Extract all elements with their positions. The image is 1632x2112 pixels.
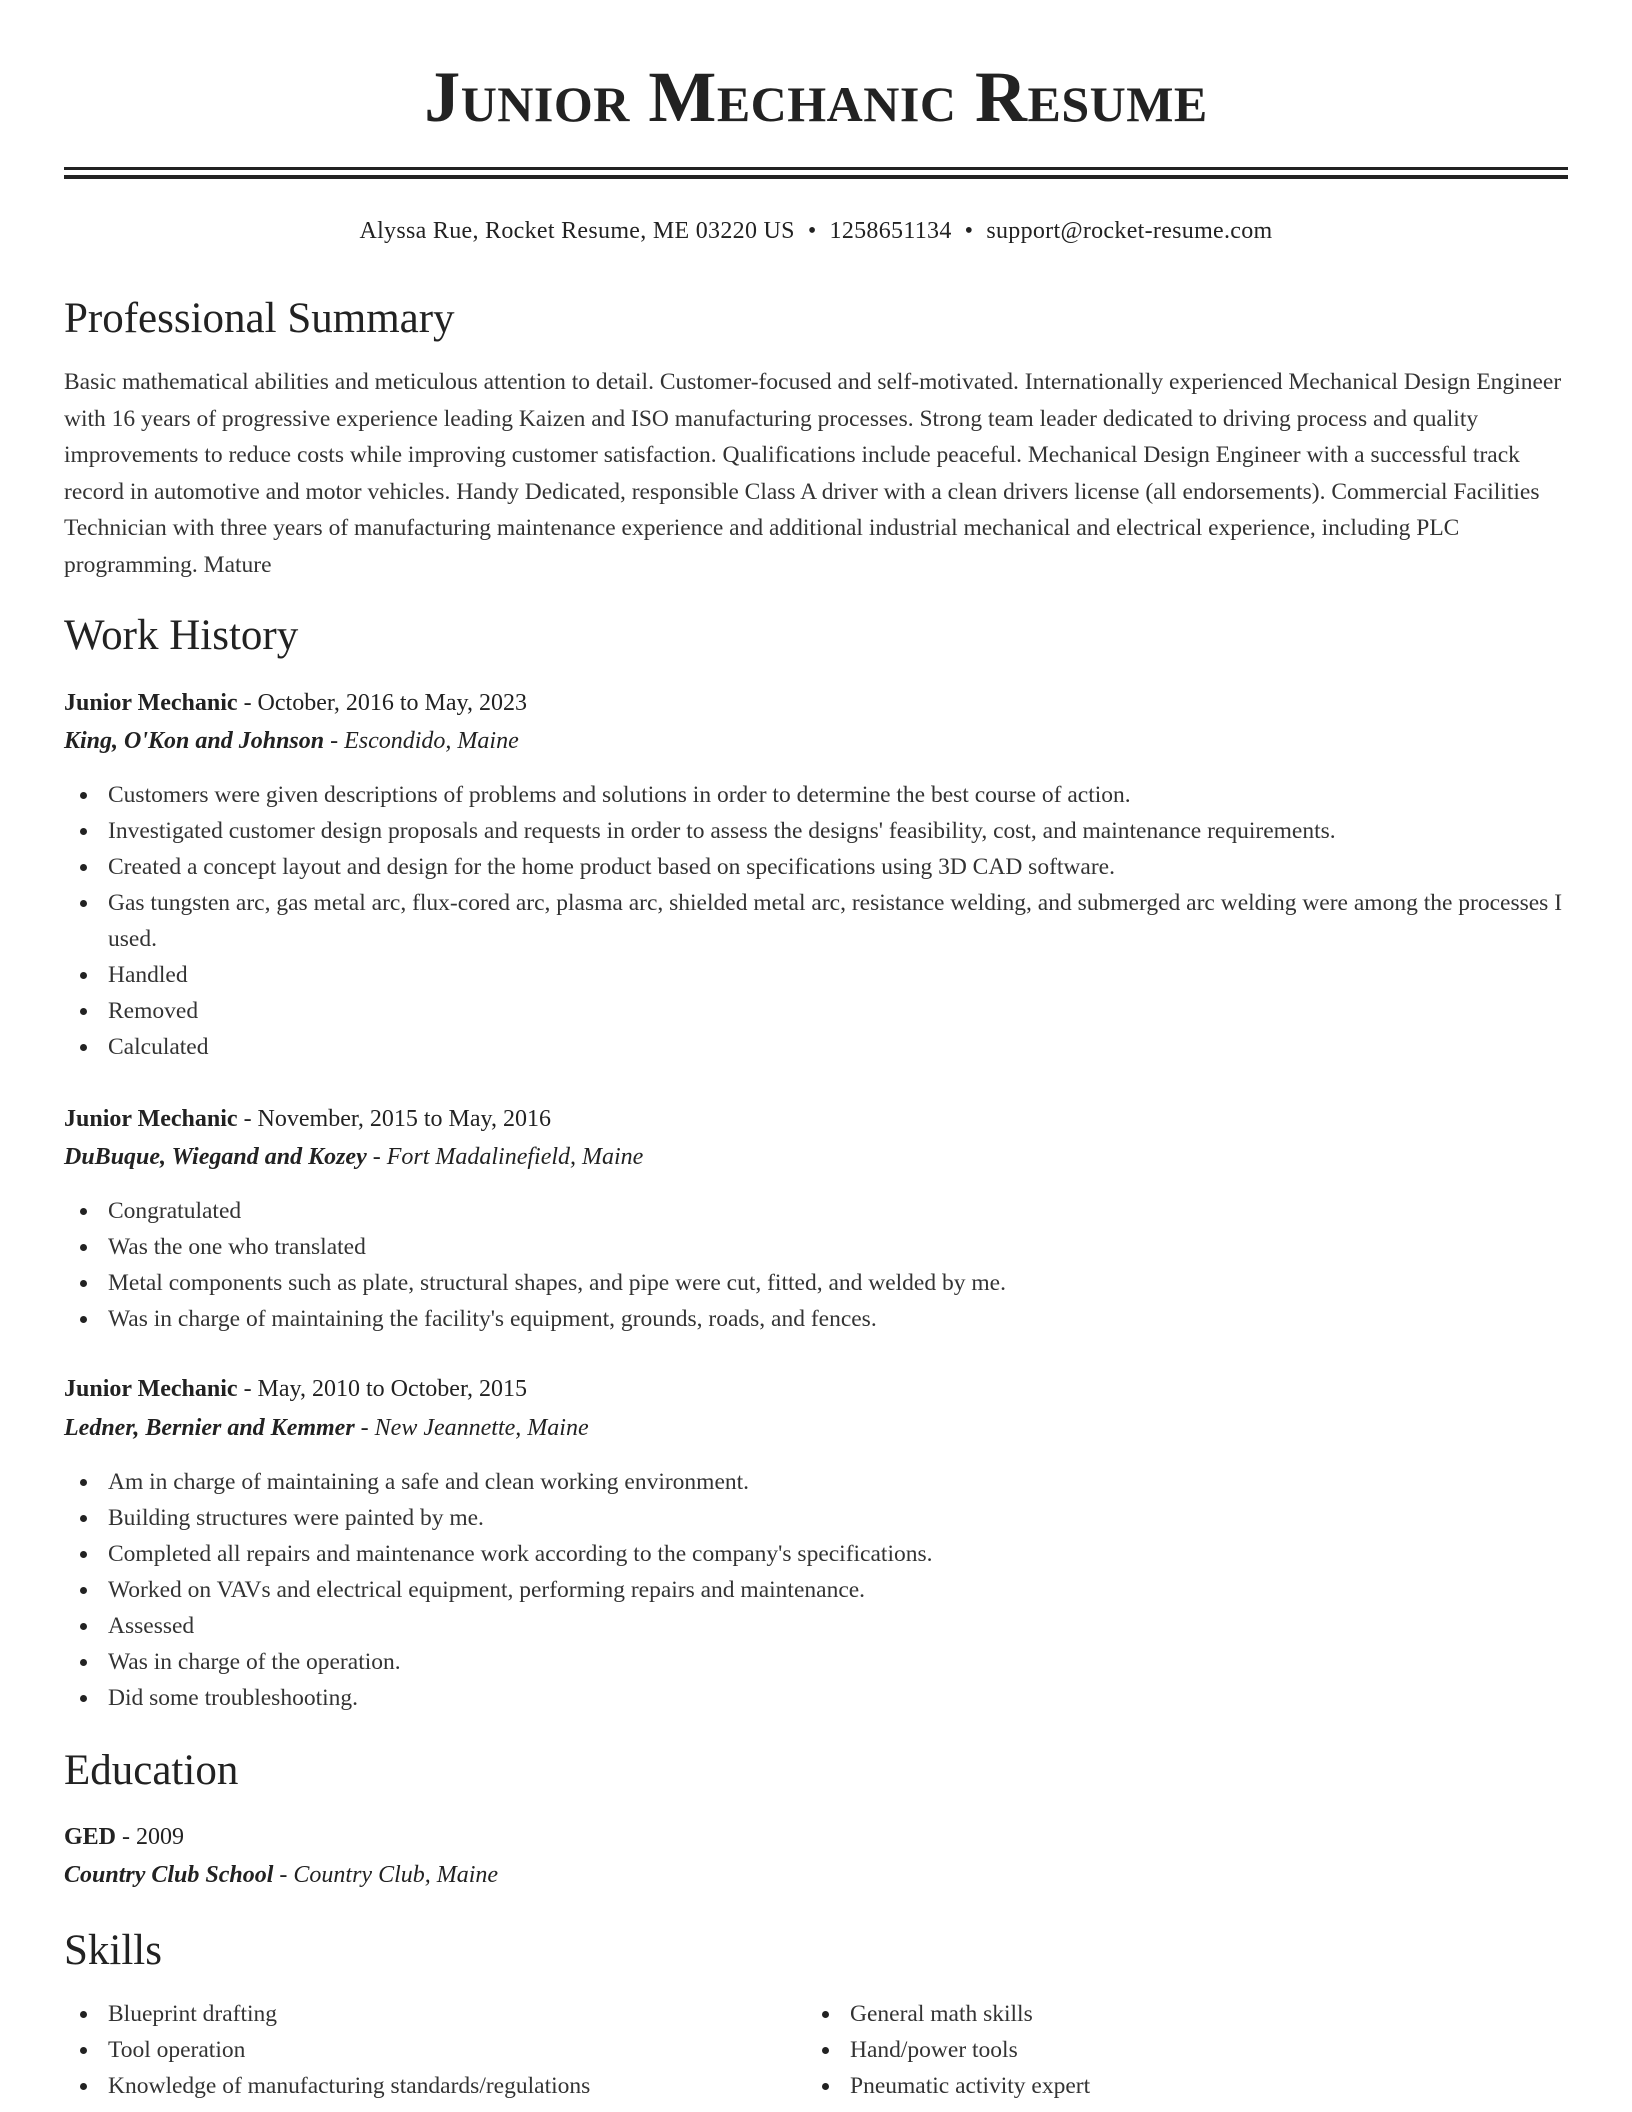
title-divider-top	[64, 167, 1568, 170]
employer-name: King, O'Kon and Johnson	[64, 728, 325, 754]
skills-list-right	[806, 1996, 1550, 2104]
list-item: Calculated	[108, 1029, 1568, 1065]
job-title: Junior Mechanic	[64, 1376, 238, 1402]
list-item: Created a concept layout and design for the home product based on specifications using 3D CAD software.	[108, 849, 1568, 885]
list-item: General math skills	[850, 1996, 1550, 2032]
list-item: Hand/power tools	[850, 2032, 1550, 2068]
resume-page	[64, 0, 1568, 2099]
school-line	[64, 1860, 498, 1890]
contact-separator: •	[964, 218, 974, 244]
employer-location: - New Jeannette, Maine	[354, 1415, 589, 1441]
list-item: Building structures were painted by me.	[108, 1500, 1568, 1536]
skills-heading: Skills	[64, 1927, 162, 1974]
list-item: Was in charge of the operation.	[108, 1644, 1568, 1680]
list-item: Did some troubleshooting.	[108, 1680, 1568, 1716]
list-item: Knowledge of manufacturing standards/regulations	[108, 2068, 808, 2104]
job-title-line	[64, 1374, 527, 1404]
degree: GED	[64, 1824, 117, 1850]
list-item: Worked on VAVs and electrical equipment, performing repairs and maintenance.	[108, 1572, 1568, 1608]
list-item: Completed all repairs and maintenance work according to the company's specifications.	[108, 1536, 1568, 1572]
school-location: - Country Club, Maine	[273, 1862, 499, 1888]
summary-heading: Professional Summary	[64, 295, 455, 342]
employer-location: - Escondido, Maine	[324, 728, 519, 754]
list-item: Was in charge of maintaining the facility's equipment, grounds, roads, and fences.	[108, 1301, 1568, 1337]
resume-title: Junior Mechanic Resume	[424, 57, 1208, 137]
list-item: Congratulated	[108, 1193, 1568, 1229]
education-heading: Education	[64, 1747, 239, 1794]
job-bullets	[64, 1193, 1568, 1337]
work-history-heading: Work History	[64, 612, 299, 659]
list-item: Gas tungsten arc, gas metal arc, flux-cored arc, plasma arc, shielded metal arc, resistance welding, and submerged arc welding were among the processes I used.	[108, 885, 1568, 957]
contact-line	[64, 216, 1568, 246]
summary-text: Basic mathematical abilities and meticulous attention to detail. Customer-focused and self-motivated. Internationally experienced Mechanical Design Engineer with 16 years of progressive experience leading Kaizen and ISO manufacturing processes. Strong team leader dedicated to driving process and quality improvements to reduce costs while improving customer satisfaction. Qualifications include peaceful. Mechanical Design Engineer with a successful track record in automotive and motor vehicles. Handy Dedicated, responsible Class A driver with a clean drivers license (all endorsements). Commercial Facilities Technician with three years of manufacturing maintenance experience and additional industrial mechanical and electrical experience, including PLC programming. Mature	[64, 369, 1562, 578]
list-item: Removed	[108, 993, 1568, 1029]
contact-address: Alyssa Rue, Rocket Resume, ME 03220 US	[359, 218, 795, 244]
contact-email: support@rocket-resume.com	[986, 218, 1273, 244]
employer-line	[64, 726, 519, 756]
job-dates: - May, 2010 to October, 2015	[237, 1376, 527, 1402]
title-divider-bottom	[64, 175, 1568, 179]
list-item: Was the one who translated	[108, 1229, 1568, 1265]
school-name: Country Club School	[64, 1862, 274, 1888]
education-degree-line	[64, 1822, 184, 1852]
list-item: Handled	[108, 957, 1568, 993]
list-item: Metal components such as plate, structural shapes, and pipe were cut, fitted, and welded by me.	[108, 1265, 1568, 1301]
contact-separator: •	[807, 218, 817, 244]
job-bullets	[64, 1464, 1568, 1716]
skills-list-left	[64, 1996, 808, 2104]
job-dates: - October, 2016 to May, 2023	[237, 690, 527, 716]
job-title: Junior Mechanic	[64, 1106, 238, 1132]
job-bullets	[64, 777, 1568, 1065]
list-item: Am in charge of maintaining a safe and clean working environment.	[108, 1464, 1568, 1500]
list-item: Blueprint drafting	[108, 1996, 808, 2032]
employer-name: DuBuque, Wiegand and Kozey	[64, 1144, 367, 1170]
job-title-line	[64, 1104, 551, 1134]
employer-line	[64, 1413, 589, 1443]
employer-line	[64, 1142, 643, 1172]
employer-name: Ledner, Bernier and Kemmer	[64, 1415, 355, 1441]
job-dates: - November, 2015 to May, 2016	[237, 1106, 551, 1132]
contact-phone: 1258651134	[829, 218, 952, 244]
education-year: - 2009	[116, 1824, 185, 1850]
list-item: Tool operation	[108, 2032, 808, 2068]
job-title: Junior Mechanic	[64, 690, 238, 716]
list-item: Assessed	[108, 1608, 1568, 1644]
job-title-line	[64, 688, 527, 718]
employer-location: - Fort Madalinefield, Maine	[366, 1144, 644, 1170]
list-item: Investigated customer design proposals and requests in order to assess the designs' feasibility, cost, and maintenance requirements.	[108, 813, 1568, 849]
list-item: Customers were given descriptions of problems and solutions in order to determine the best course of action.	[108, 777, 1568, 813]
list-item: Pneumatic activity expert	[850, 2068, 1550, 2104]
